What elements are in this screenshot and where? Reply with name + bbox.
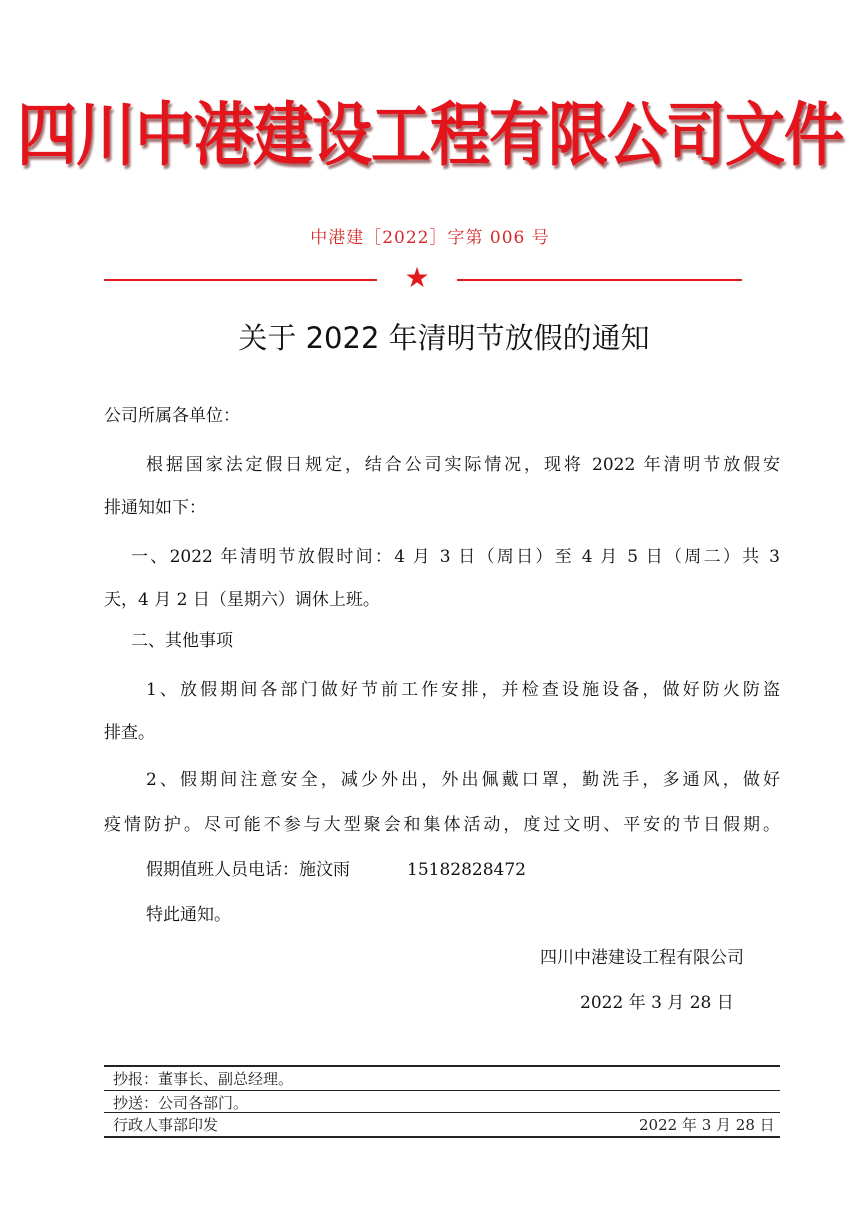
signature-company: 四川中港建设工程有限公司 bbox=[540, 948, 744, 968]
cc-report: 抄报：董事长、副总经理。 bbox=[113, 1070, 294, 1088]
star-icon: ★ bbox=[404, 261, 430, 294]
subitem-two-line: 2、假期间注意安全，减少外出，外出佩戴口罩，勤洗手，多通风，做好 bbox=[146, 770, 780, 790]
signature-date: 2022 年 3 月 28 日 bbox=[580, 993, 734, 1013]
document-number: 中港建［2022］字第 006 号 bbox=[310, 228, 550, 248]
issue-date: 2022 年 3 月 28 日 bbox=[639, 1116, 775, 1134]
salutation: 公司所属各单位： bbox=[104, 406, 240, 426]
subitem-one-line: 1、放假期间各部门做好节前工作安排，并检查设施设备，做好防火防盗 bbox=[146, 680, 780, 700]
closing-line: 特此通知。 bbox=[146, 905, 231, 925]
red-divider-right bbox=[457, 279, 742, 281]
subitem-one-line: 排查。 bbox=[104, 723, 155, 743]
cc-send: 抄送：公司各部门。 bbox=[113, 1094, 249, 1112]
item-one-line: 天，4 月 2 日（星期六）调休上班。 bbox=[104, 590, 380, 610]
paragraph-line: 根据国家法定假日规定，结合公司实际情况，现将 2022 年清明节放假安 bbox=[146, 455, 780, 475]
document-masthead: 四川中港建设工程有限公司文件 bbox=[17, 95, 843, 176]
paragraph-line: 排通知如下： bbox=[104, 498, 206, 518]
footer-rule-bottom bbox=[104, 1136, 780, 1138]
item-one-line: 一、2022 年清明节放假时间：4 月 3 日（周日）至 4 月 5 日（周二）共 3 bbox=[131, 547, 780, 567]
duty-contact-label: 假期值班人员电话：施汶雨 bbox=[146, 860, 350, 880]
footer-rule-lower bbox=[104, 1112, 780, 1113]
notice-title: 关于 2022 年清明节放假的通知 bbox=[238, 321, 650, 355]
footer-rule-middle bbox=[104, 1090, 780, 1091]
footer-rule-top bbox=[104, 1065, 780, 1067]
duty-contact-phone: 15182828472 bbox=[407, 860, 526, 880]
red-divider-left bbox=[104, 279, 377, 281]
issuing-department: 行政人事部印发 bbox=[113, 1116, 219, 1134]
item-two-heading: 二、其他事项 bbox=[131, 631, 233, 651]
subitem-two-line: 疫情防护。尽可能不参与大型聚会和集体活动，度过文明、平安的节日假期。 bbox=[104, 815, 780, 835]
